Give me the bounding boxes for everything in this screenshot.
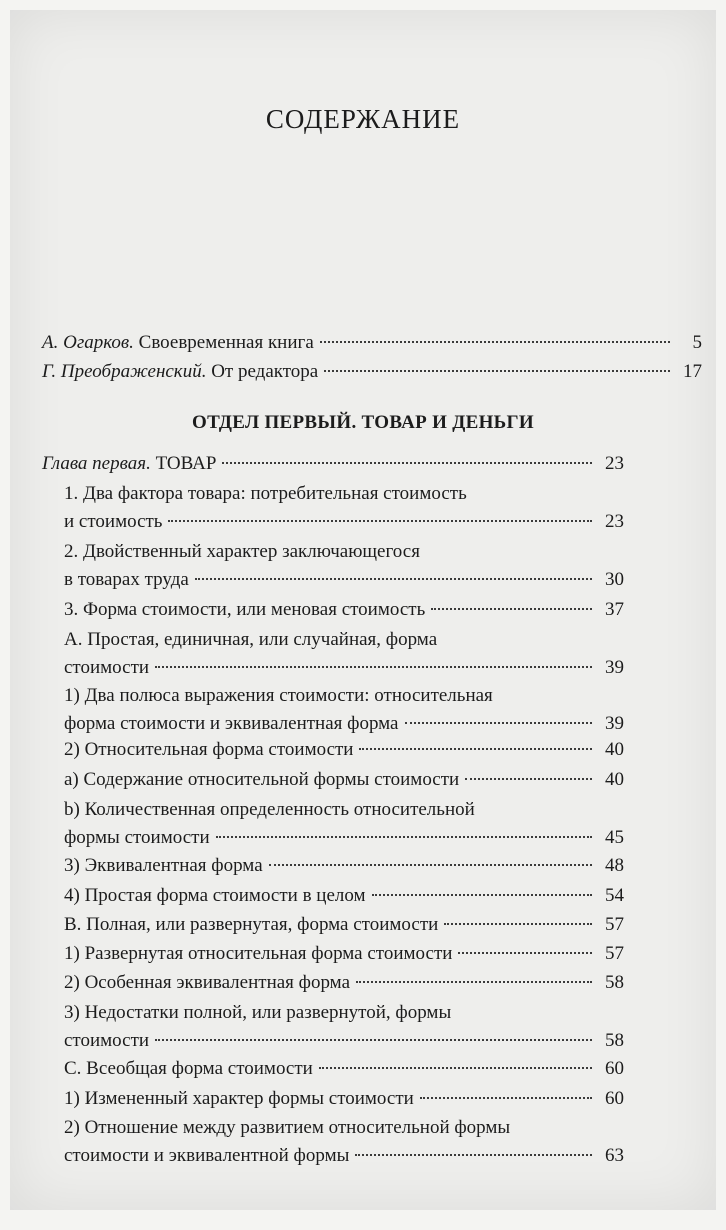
leader-dots [324, 369, 670, 372]
leader-dots [216, 835, 592, 838]
leader-dots [168, 519, 592, 522]
toc-line: b) Количественная определенность относительной [64, 799, 475, 820]
leader-dots [444, 922, 592, 925]
toc-page-number: 23 [605, 511, 624, 532]
toc-entry [64, 766, 624, 794]
toc-line: 1) Развернутая относительная форма стоимости [64, 943, 453, 964]
toc-page-number: 60 [605, 1088, 624, 1109]
toc-entry [64, 480, 624, 536]
toc-line: a) Содержание относительной формы стоимости [64, 769, 460, 790]
toc-line: B. Полная, или развернутая, форма стоимости [64, 914, 439, 935]
toc-line: стоимости [64, 657, 150, 678]
chapter-title: ТОВАР [155, 453, 217, 474]
toc-line: 3. Форма стоимости, или меновая стоимость [64, 599, 426, 620]
toc-page-number: 5 [692, 332, 702, 353]
leader-dots [155, 665, 592, 668]
toc-line: 2) Особенная эквивалентная форма [64, 972, 351, 993]
leader-dots [222, 461, 592, 464]
toc-line: в товарах труда [64, 569, 189, 590]
toc-entry [64, 626, 624, 682]
toc-entry-front-1 [42, 358, 702, 386]
toc-page-number: 17 [683, 361, 702, 382]
toc-entry [64, 969, 624, 997]
toc-page-number: 37 [605, 599, 624, 620]
toc-entry [64, 882, 624, 910]
toc-page-number: 57 [605, 943, 624, 964]
toc-page-number: 39 [605, 657, 624, 678]
toc-line: 1. Два фактора товара: потребительная стоимость [64, 483, 467, 504]
toc-entry [64, 1055, 624, 1083]
toc-entry [64, 538, 624, 594]
toc-line: 4) Простая форма стоимости в целом [64, 885, 366, 906]
toc-entry-front-0 [42, 329, 702, 357]
toc-line: стоимости [64, 1030, 150, 1051]
book-page [10, 10, 716, 1210]
toc-page-number: 58 [605, 1030, 624, 1051]
toc-page-number: 60 [605, 1058, 624, 1079]
toc-line: форма стоимости и эквивалентная форма [64, 713, 399, 734]
toc-line: 1) Два полюса выражения стоимости: относительная [64, 685, 493, 706]
toc-page-number: 40 [605, 739, 624, 760]
leader-dots [458, 951, 592, 954]
leader-dots [155, 1038, 592, 1041]
toc-page-number: 48 [605, 855, 624, 876]
toc-entry [64, 940, 624, 968]
toc-entry [64, 999, 624, 1055]
toc-line: формы стоимости [64, 827, 210, 848]
toc-page-number: 58 [605, 972, 624, 993]
toc-entry [64, 736, 624, 764]
leader-dots [465, 777, 592, 780]
toc-page-number: 45 [605, 827, 624, 848]
toc-line: стоимости и эквивалентной формы [64, 1145, 350, 1166]
toc-line: 3) Недостатки полной, или развернутой, формы [64, 1002, 452, 1023]
toc-entry [64, 1114, 624, 1170]
toc-line: и стоимость [64, 511, 163, 532]
chapter-label: Глава первая. [42, 453, 151, 474]
toc-page-number: 39 [605, 713, 624, 734]
toc-entry [64, 911, 624, 939]
toc-text: От редактора [211, 361, 319, 382]
leader-dots [372, 893, 592, 896]
leader-dots [405, 721, 593, 724]
toc-author: Г. Преображенский. [42, 361, 207, 382]
leader-dots [319, 1066, 592, 1069]
toc-line: A. Простая, единичная, или случайная, форма [64, 629, 438, 650]
toc-page-number: 23 [605, 453, 624, 474]
toc-line: 3) Эквивалентная форма [64, 855, 263, 876]
toc-entry [64, 596, 624, 624]
leader-dots [355, 1153, 592, 1156]
toc-entry [64, 1085, 624, 1113]
toc-line: 2) Относительная форма стоимости [64, 739, 354, 760]
leader-dots [356, 980, 592, 983]
toc-line: 1) Измененный характер формы стоимости [64, 1088, 414, 1109]
section-heading: ОТДЕЛ ПЕРВЫЙ. ТОВАР И ДЕНЬГИ [192, 412, 534, 433]
toc-page-number: 54 [605, 885, 624, 906]
leader-dots [269, 863, 592, 866]
toc-page-number: 57 [605, 914, 624, 935]
toc-entry [64, 852, 624, 880]
toc-line: 2. Двойственный характер заключающегося [64, 541, 420, 562]
toc-entry [64, 796, 624, 852]
leader-dots [320, 340, 670, 343]
toc-chapter [42, 450, 624, 478]
leader-dots [431, 607, 592, 610]
page-title: СОДЕРЖАНИЕ [265, 104, 461, 134]
toc-line: C. Всеобщая форма стоимости [64, 1058, 313, 1079]
toc-page-number: 40 [605, 769, 624, 790]
leader-dots [420, 1096, 592, 1099]
toc-text: Своевременная книга [138, 332, 314, 353]
leader-dots [195, 577, 592, 580]
toc-entry [64, 682, 624, 738]
toc-line: 2) Отношение между развитием относительной формы [64, 1117, 511, 1138]
toc-page-number: 63 [605, 1145, 624, 1166]
leader-dots [359, 747, 592, 750]
toc-author: А. Огарков. [42, 332, 134, 353]
toc-page-number: 30 [605, 569, 624, 590]
